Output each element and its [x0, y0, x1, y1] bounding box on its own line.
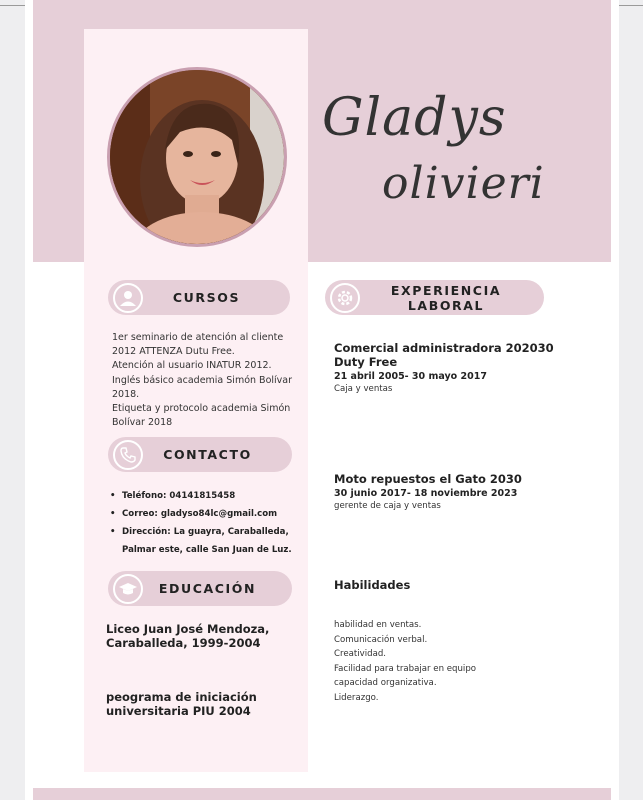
- skill-item: Creatividad.: [334, 649, 387, 660]
- experiencia-title: EXPERIENCIA LABORAL: [390, 282, 502, 313]
- habilidades-title: Habilidades: [334, 578, 411, 592]
- skill-item: Comunicación verbal.: [334, 634, 428, 645]
- name-last: olivieri: [382, 158, 545, 209]
- job-desc: gerente de caja y ventas: [334, 501, 441, 511]
- cursos-list: [112, 331, 302, 430]
- edu-item: Liceo Juan José Mendoza, Caraballeda, 1999-2004: [106, 622, 270, 650]
- contact-phone: • Teléfono: 04141815458: [110, 487, 300, 505]
- profile-photo: [107, 67, 287, 247]
- user-icon: [113, 283, 143, 313]
- curso-item: Inglés básico academia Simón Bolívar 2018.: [112, 374, 293, 400]
- job-title: Comercial administradora 202030 Duty Free: [334, 341, 554, 369]
- educacion-heading: [108, 571, 292, 606]
- name-first: Gladys: [322, 88, 507, 148]
- habilidades-list: [334, 618, 584, 706]
- job-entry: [334, 472, 584, 511]
- contacto-title: CONTACTO: [163, 447, 252, 462]
- skill-item: capacidad organizativa.: [334, 678, 437, 689]
- contacto-heading: [108, 437, 292, 472]
- job-dates: 21 abril 2005- 30 mayo 2017: [334, 371, 487, 382]
- contact-email: • Correo: gladyso84lc@gmail.com: [110, 505, 300, 523]
- skill-item: Liderazgo.: [334, 692, 379, 703]
- job-title: Moto repuestos el Gato 2030: [334, 472, 522, 486]
- job-desc: Caja y ventas: [334, 384, 393, 394]
- cursos-heading: [108, 280, 290, 315]
- skill-item: habilidad en ventas.: [334, 620, 422, 630]
- curso-item: 1er seminario de atención al cliente 2012 ATTENZA Dutu Free.: [112, 332, 284, 358]
- contact-address: • Dirección: La guayra, Caraballeda, Palmar este, calle San Juan de Luz.: [110, 523, 300, 559]
- experiencia-heading: [325, 280, 544, 315]
- cursos-title: CURSOS: [172, 290, 241, 305]
- curso-item: Atención al usuario INATUR 2012.: [112, 360, 272, 372]
- job-entry: [334, 341, 584, 394]
- footer-band: [33, 788, 611, 800]
- job-dates: 30 junio 2017- 18 noviembre 2023: [334, 488, 518, 499]
- educacion-title: EDUCACIÓN: [158, 581, 257, 596]
- curso-item: Etiqueta y protocolo academia Simón Bolívar 2018: [112, 403, 291, 429]
- contacto-list: [110, 487, 300, 559]
- gear-icon: [330, 283, 360, 313]
- edu-item: peograma de iniciación universitaria PIU 2004: [106, 690, 257, 718]
- graduation-cap-icon: [113, 574, 143, 604]
- skill-item: Facilidad para trabajar en equipo: [334, 663, 477, 674]
- phone-icon: [113, 440, 143, 470]
